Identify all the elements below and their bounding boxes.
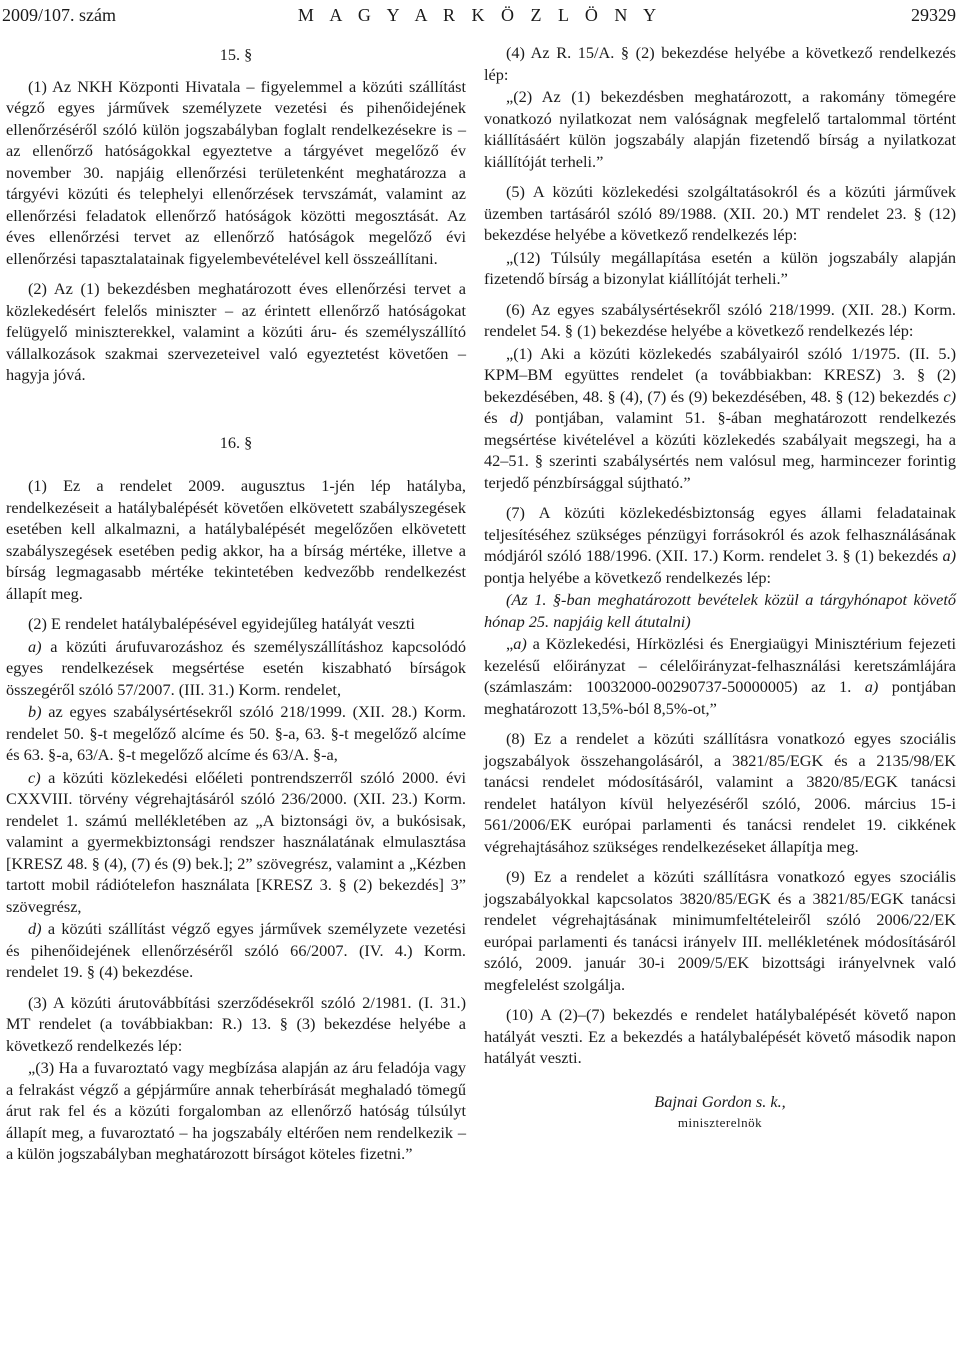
item-text: a közúti szállítást végző egyes járművek személyzete vezetési és pihenőidejének ellenőrzéséről szóló 66/2007. (IV. 4.) Korm. rendelet 19. § (4) bekezdése.: [6, 919, 466, 981]
item-label: d): [28, 919, 42, 938]
text-run: a): [864, 677, 879, 696]
item-text: a közúti közlekedési előéleti pontrendszerről szóló 2000. évi CXXVIII. törvény végrehajtásáról szóló 236/2000. (XII. 23.) Korm. rendelet 1. számú mellékletében az „A biztonsági öv, a bukósisak, valamint a gyermekbiztonsági rendszer használatának elmulasztása [KRESZ 48. § (4), (7) és (9) bek.]; 2” szövegrész, valamint a „Kézben tartott mobil rádiótelefon használata [KRESZ 3. § (2) bekezdés] 3” szövegrész,: [6, 767, 466, 916]
item-label: c): [28, 767, 41, 787]
paragraph: (1) Az NKH Központi Hivatala – figyelemmel a közúti szállítást végző egyes járművek személyzete vezetési és pihenőidejének ellenőrzéséről szóló külön jogszabályban foglalt rendelkezésekre is – az ellenőrző hatóságokkal egyeztetve a tárgyévet megelőző év november 30. napjáig ellenőrzési területenként meghatározza a tárgyévi közúti és telephelyi ellenőrzések tervszámát, valamint az ellenőrzési feladatok ellenőrző hatóságok közötti megosztását. Az éves ellenőrzési tervet az ellenőrző hatóságok megelőző évi ellenőrzési tapasztalatainak figyelembevételével kell összeállítani.: [6, 76, 466, 268]
text-run: a): [513, 634, 527, 653]
text-run: pontja helyébe a következő rendelkezés lép:: [484, 567, 772, 587]
text-run: a): [942, 546, 956, 565]
text-run: pontjában, valamint 51. §-ában meghatározott rendelkezés megsértése kivételével a közúti közlekedés szabályait megszegi, ha a 42–51. § szerinti szabálysértés nem valósul meg, harmincezer forintig terjedő pénzbírsággal sújtható.”: [484, 408, 956, 492]
section-heading-15: 15. §: [219, 45, 253, 64]
item-text: a közúti árufuvarozáshoz és személyszállításhoz kapcsolódó egyes rendelkezések megsértése esetén kiszabható bírságok összegéről szóló 57/2007. (III. 31.) Korm. rendelet,: [6, 636, 466, 699]
quoted-provision: [484, 343, 956, 494]
quoted-provision: „(2) Az (1) bekezdésben meghatározott, a rakomány tömegére vonatkozó nyilatkozat nem valóságnak megfelelő tartalommal történt kiállításáért külön jogszabály alapján fizetendő bírság a nyilatkozat kiállítóját terheli.”: [484, 87, 956, 171]
paragraph: (4) Az R. 15/A. § (2) bekezdése helyébe a következő rendelkezés lép:: [484, 43, 956, 84]
publication-title: M A G Y A R K Ö Z L Ö N Y: [297, 5, 663, 25]
list-item: [6, 918, 466, 983]
context-note: (Az 1. §-ban meghatározott bevételek közül a tárgyhónapot követő hónap 25. napjáig kell átutalni): [484, 590, 956, 631]
paragraph: (6) Az egyes szabálysértésekről szóló 218/1999. (XII. 28.) Korm. rendelet 54. § (1) bekezdése helyébe a következő rendelkezés lép:: [484, 299, 956, 340]
right-column: [484, 42, 956, 1134]
paragraph: (2) E rendelet hatálybalépésével egyidejűleg hatályát veszti: [28, 614, 415, 633]
quoted-provision: „(12) Túlsúly megállapítása esetén a külön jogszabály alapján fizetendő bírság a bizonylat kiállítóját terheli.”: [484, 247, 956, 288]
list-item: [6, 636, 466, 701]
text-run: d): [509, 408, 524, 427]
left-column: [6, 42, 466, 1174]
paragraph: (3) A közúti árutovábbítási szerződésekről szóló 2/1981. (I. 31.) MT rendelet (a továbbiakban: R.) 13. § (3) bekezdése helyébe a következő rendelkezés lép:: [6, 992, 466, 1055]
item-text: az egyes szabálysértésekről szóló 218/1999. (XII. 28.) Korm. rendelet 50. §-t megelőző alcíme és 50. §-a, 63. §-t megelőző alcíme és 63. §-a, 63/A. §-t megelőző alcíme és 63/A. §-a,: [6, 702, 466, 764]
text-run: és: [484, 408, 510, 427]
quoted-provision: [484, 633, 956, 719]
item-label: b): [28, 702, 42, 721]
page-number: 29329: [911, 5, 956, 25]
paragraph: (10) A (2)–(7) bekezdés e rendelet hatálybalépését követő napon hatályát veszti. Ez a bekezdés a hatálybalépését követő második napon hatályát veszti.: [484, 1005, 956, 1067]
issue-number: 2009/107. szám: [2, 5, 116, 25]
list-item: [6, 767, 466, 918]
text-run: pontjában meghatározott 13,5%-ból 8,5%-ot,”: [484, 677, 956, 718]
text-run: (7) A közúti közlekedésbiztonság egyes állami feladatainak teljesítéséhez szükséges pénzügyi forrásokról és azok felhasználásának módjáról szóló 188/1996. (XII. 17.) Korm. rendelet 3. § (1) bekezdés: [484, 503, 956, 565]
list-item: [6, 701, 466, 766]
signature-role: miniszterelnök: [677, 1115, 763, 1130]
text-run: „: [506, 634, 514, 653]
quoted-provision: „(3) Ha a fuvaroztató vagy megbízása alapján az áru feladója vagy a felrakást végző a gépjárműre annak teherbírását meghaladó tömegű árut rak fel és a közúti forgalomban az ellenőrző hatóság túlsúlyt állapít meg, a fuvaroztató – ha jogszabály eltérően nem rendelkezik – a külön jogszabályban meghatározott bírságot köteles fizetni.”: [6, 1058, 466, 1163]
text-run: c): [943, 386, 956, 406]
signature: Bajnai Gordon s. k.,: [654, 1091, 786, 1111]
section-heading-16: 16. §: [219, 432, 253, 452]
text-run: „(1) Aki a közúti közlekedés szabályairól szóló 1/1975. (II. 5.) KPM–BM együttes rendelet (a továbbiakban: KRESZ) 3. § (2) bekezdésében, 48. § (4), (7) és (9) bekezdésében, 48. § (12) bekezdés: [484, 343, 956, 406]
paragraph: (5) A közúti közlekedési szolgáltatásokról és a közúti járművek üzemben tartásáról szóló 89/1988. (XII. 20.) MT rendelet 23. § (12) bekezdése helyébe a következő rendelkezés lép:: [484, 182, 956, 244]
paragraph: (1) Ez a rendelet 2009. augusztus 1-jén lép hatályba, rendelkezéseit a hatálybalépését követően elkövetett szabályszegések esetében kell alkalmazni, a hatálybalépését megelőzően elkövetett szabályszegések esetében pedig akkor, ha a bírság mértéke, illetve a bírság legmagasabb mértéke tekintetében kedvezőbb rendelkezést állapít meg.: [6, 476, 466, 603]
paragraph: (2) Az (1) bekezdésben meghatározott éves ellenőrzési tervet a közlekedésért felelős miniszter – az érintett ellenőrző hatóságokat felügyelő miniszterekkel, valamint a közúti áru- és személyszállító vállalkozások szakmai szervezeteivel való egyeztetést követően – hagyja jóvá.: [6, 279, 466, 384]
item-label: a): [28, 636, 42, 656]
paragraph: (9) Ez a rendelet a közúti szállításra vonatkozó egyes szociális jogszabályokkal kapcsolatos 3820/85/EGK és a 3821/85/EGK tanácsi rendelet végrehajtásának minimumfeltételeiről szóló 2006/22/EK európai parlamenti és tanácsi irányelv III. mellékletének módosításáról szóló, 2009. január 30-i 2009/5/EK bizottsági irányelvnek való megfelelést szolgálja.: [484, 867, 956, 994]
page-header: [0, 2, 960, 28]
paragraph: [484, 502, 956, 588]
text-run: a Közlekedési, Hírközlési és Energiaügyi Minisztérium fejezeti kezelésű előirányzat – célelőirányzat-felhasználási keretszámlájára (számlaszám: 10032000-00290737-50000005) az 1.: [484, 634, 956, 696]
paragraph: (8) Ez a rendelet a közúti szállításra vonatkozó egyes szociális jogszabályok összehangolásáról, a 3821/85/EGK és a 2135/98/EK tanácsi rendelet módosításáról, valamint a 3820/85/EGK tanácsi rendelet hatályon kívül helyezéséről szóló, 2006. március 15-i 561/2006/EK európai parlamenti és tanácsi rendelet 19. cikkének végrehajtásához szükséges rendelkezéseket állapítja meg.: [484, 729, 956, 856]
